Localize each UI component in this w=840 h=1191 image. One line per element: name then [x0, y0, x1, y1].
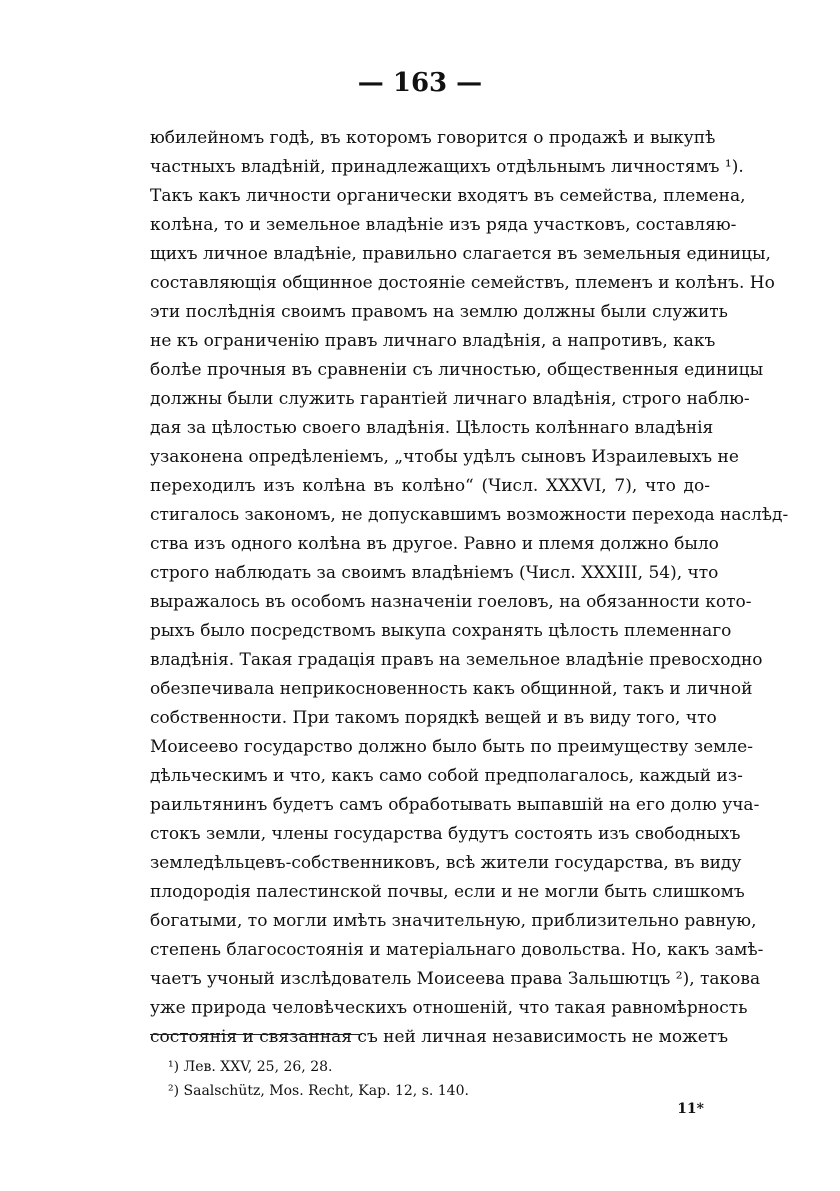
text-line: богатыми, то могли имѣть значительную, приблизительно равную,: [150, 911, 757, 931]
text-line: состоянія и связанная съ ней личная независимость не можетъ: [150, 1027, 729, 1047]
footnote: ²) Saalschütz, Mos. Recht, Kap. 12, s. 140.: [168, 1083, 469, 1099]
text-line: Моисеево государство должно было быть по преимуществу земле-: [150, 737, 753, 757]
text-line: плодородія палестинской почвы, если и не могли быть слишкомъ: [150, 882, 745, 902]
text-line: обезпечивала неприкосновенность какъ общинной, такъ и личной: [150, 679, 753, 699]
footnotes: [168, 1055, 688, 1103]
text-line: частныхъ владѣній, принадлежащихъ отдѣльнымъ личностямъ ¹).: [150, 157, 744, 177]
text-line: степень благосостоянія и матеріальнаго довольства. Но, какъ замѣ-: [150, 940, 764, 960]
text-line: строго наблюдать за своимъ владѣніемъ (Числ. XXXIII, 54), что: [150, 563, 719, 583]
text-line: дая за цѣлостью своего владѣнія. Цѣлость колѣннаго владѣнія: [150, 418, 714, 438]
text-line: раильтянинъ будетъ самъ обработывать выпавшій на его долю уча-: [150, 795, 760, 815]
text-line: щихъ личное владѣніе, правильно слагается въ земельныя единицы,: [150, 244, 771, 264]
text-line: земледѣльцевъ-собственниковъ, всѣ жители государства, въ виду: [150, 853, 742, 873]
page-number: — 163 —: [357, 68, 483, 98]
body-text: [150, 124, 789, 1052]
text-line: владѣнія. Такая градація правъ на земельное владѣніе превосходно: [150, 650, 763, 670]
text-line: Такъ какъ личности органически входятъ въ семейства, племена,: [150, 186, 746, 206]
text-line: должны были служить гарантіей личнаго владѣнія, строго наблю-: [150, 389, 750, 409]
footnote: ¹) Лев. XXV, 25, 26, 28.: [168, 1059, 333, 1075]
text-line: выражалось въ особомъ назначеніи гоеловъ, на обязанности кото-: [150, 592, 752, 612]
text-line: дѣльческимъ и что, какъ само собой предполагалось, каждый из-: [150, 766, 743, 786]
text-line: переходилъ изъ колѣна въ колѣно“ (Числ. XXXVI, 7), что до-: [150, 476, 710, 496]
text-line: составляющія общинное достояніе семействъ, племенъ и колѣнъ. Но: [150, 273, 775, 293]
text-line: эти послѣднія своимъ правомъ на землю должны были служить: [150, 302, 728, 322]
text-line: узаконена опредѣленіемъ, „чтобы удѣлъ сыновъ Израилевыхъ не: [150, 447, 739, 467]
text-line: не къ ограниченію правъ личнаго владѣнія, а напротивъ, какъ: [150, 331, 716, 351]
text-line: уже природа человѣческихъ отношеній, что такая равномѣрность: [150, 998, 748, 1018]
text-line: чаетъ учоный изслѣдователь Моисеева права Зальшютцъ ²), такова: [150, 969, 761, 989]
footnote-divider: [150, 1034, 362, 1035]
text-line: стигалось закономъ, не допускавшимъ возможности перехода наслѣд-: [150, 505, 789, 525]
text-line: ства изъ одного колѣна въ другое. Равно и племя должно было: [150, 534, 719, 554]
text-line: стокъ земли, члены государства будутъ состоять изъ свободныхъ: [150, 824, 741, 844]
text-line: собственности. При такомъ порядкѣ вещей и въ виду того, что: [150, 708, 717, 728]
text-line: колѣна, то и земельное владѣніе изъ ряда участковъ, составляю-: [150, 215, 737, 235]
signature-mark: 11*: [677, 1101, 704, 1117]
text-line: рыхъ было посредствомъ выкупа сохранять цѣлость племеннаго: [150, 621, 732, 641]
text-line: болѣе прочныя въ сравненіи съ личностью, общественныя единицы: [150, 360, 764, 380]
text-line: юбилейномъ годѣ, въ которомъ говорится о продажѣ и выкупѣ: [150, 128, 716, 148]
